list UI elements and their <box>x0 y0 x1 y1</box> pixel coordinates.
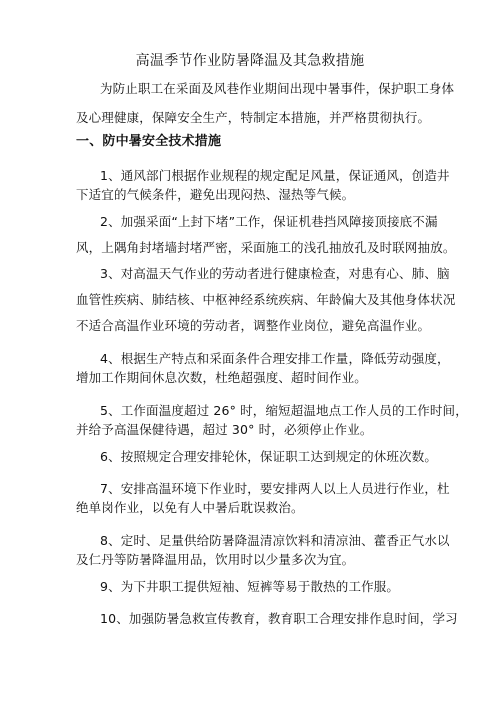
list-item-line: 增加工作期间休息次数，杜绝超强度、超时间作业。 <box>76 370 367 385</box>
list-item-line: 不适合高温作业环境的劳动者，调整作业岗位，避免高温作业。 <box>76 318 431 333</box>
section-heading: 一、防中暑安全技术措施 <box>76 134 222 149</box>
list-item-line: 10、加强防暑急救宣传教育，教育职工合理安排作息时间，学习 <box>100 611 458 626</box>
list-item-line: 9、为下井职工提供短袖、短裤等易于散热的工作服。 <box>100 579 400 594</box>
intro-line: 及心理健康，保障安全生产，特制定本措施，并严格贯彻执行。 <box>76 110 431 125</box>
list-item-line: 风，上隅角封堵墙封堵严密，采面施工的浅孔抽放孔及时联网抽放。 <box>76 240 456 255</box>
list-item-line: 8、定时、足量供给防暑降温清凉饮料和清凉油、藿香正气水以 <box>100 533 450 548</box>
list-item-line: 5、工作面温度超过 26° 时，缩短超温地点工作人员的工作时间， <box>100 403 468 418</box>
list-item-line: 4、根据生产特点和采面条件合理安排工作量，降低劳动强度， <box>100 351 450 366</box>
list-item-line: 6、按照规定合理安排轮休，保证职工达到规定的休班次数。 <box>100 449 438 464</box>
list-item-line: 及仁丹等防暑降温用品，饮用时以少量多次为宜。 <box>76 552 355 567</box>
list-item-line: 并给予高温保健待遇，超过 30° 时，必须停止作业。 <box>76 422 373 437</box>
list-item-line: 下适宜的气候条件，避免出现闷热、湿热等气候。 <box>76 187 355 202</box>
list-item-line: 绝单岗作业，以免有人中暑后耽误救治。 <box>76 500 304 515</box>
page-title: 高温季节作业防暑降温及其急救措施 <box>135 53 365 69</box>
list-item-line: 7、安排高温环境下作业时，要安排两人以上人员进行作业，杜 <box>100 481 450 496</box>
list-item-line: 2、加强采面“上封下堵”工作，保证机巷挡风障接顶接底不漏 <box>100 214 438 229</box>
intro-line: 为防止职工在采面及风巷作业期间出现中暑事件，保护职工身体 <box>100 81 455 96</box>
list-item-line: 3、对高温天气作业的劳动者进行健康检查，对患有心、肺、脑 <box>100 266 450 281</box>
list-item-line: 血管性疾病、肺结核、中枢神经系统疾病、年龄偏大及其他身体状况 <box>76 292 456 307</box>
list-item-line: 1、通风部门根据作业规程的规定配足风量，保证通风，创造井 <box>100 168 450 183</box>
